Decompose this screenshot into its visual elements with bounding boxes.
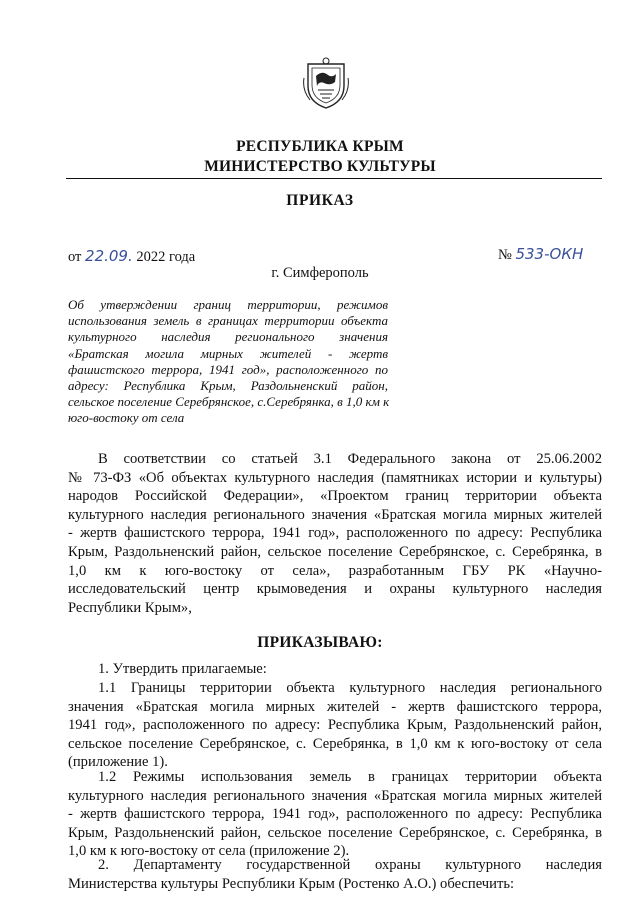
item-1-1-line: значения «Братская могила мирных жителей - жертв фашистского террора, [68, 698, 602, 715]
item-1-1-line: 1.1 Границы территории объекта культурного наследия регионального [98, 680, 602, 696]
subject-line: Об утверждении границ территории, режимов [68, 297, 388, 312]
coat-of-arms-emblem [302, 56, 350, 110]
item-1-2 [68, 768, 602, 861]
city: г. Симферополь [271, 265, 369, 281]
subject-line: юго-востоку от села [68, 410, 185, 426]
date-prefix: от [68, 249, 82, 265]
item-1-1-line: (приложение 1). [68, 754, 168, 771]
preamble-paragraph [68, 450, 602, 617]
item-1-1-line: сельское поселение Серебрянское, с. Серебрянка, в 1,0 км к юго-востоку от села [68, 735, 602, 752]
document-type-title: ПРИКАЗ [286, 192, 354, 209]
item-1-2-line: 1,0 км к юго-востоку от села (приложение 2). [68, 843, 350, 860]
subject-line: фашистского террора, 1941 год», расположенного по [68, 361, 388, 377]
handwritten-date: 22.09. [85, 247, 133, 265]
subject-line: культурного наследия регионального значения [68, 329, 388, 345]
item-1-2-line: - жертв фашистского террора, 1941 год», расположенного по адресу: Республика [68, 806, 602, 823]
item-1-1 [68, 679, 602, 772]
subject-line: сельское поселение Серебрянское, с.Серебрянка, в 1,0 км к [68, 394, 390, 410]
preamble-line: 1,0 км к юго-востоку от села», разработанным ГБУ РК «Научно- [68, 562, 602, 579]
handwritten-number: 533-ОКН [515, 245, 584, 263]
preamble-line: исследовательский центр крымоведения и охраны культурного наследия [68, 581, 602, 598]
preamble-line: культурного наследия регионального значения «Братская могила мирных жителей [68, 506, 602, 523]
number-prefix: № [498, 247, 512, 263]
preamble-line: В соответствии со статьей 3.1 Федерального закона от 25.06.2002 [98, 451, 602, 467]
item-1-2-line: 1.2 Режимы использования земель в границах территории объекта [98, 769, 602, 785]
preamble-line: Республики Крым», [68, 599, 192, 616]
preamble-line: Крым, Раздольненский район, сельское поселение Серебрянское, с. Серебрянка, в [68, 543, 602, 560]
subject-line: использования земель в границах территории объекта [68, 313, 388, 329]
order-word: ПРИКАЗЫВАЮ: [257, 634, 383, 651]
date-line [68, 247, 195, 266]
item-1 [68, 660, 602, 679]
ministry-title: МИНИСТЕРСТВО КУЛЬТУРЫ [204, 158, 436, 175]
republic-title: РЕСПУБЛИКА КРЫМ [236, 138, 404, 155]
subject-line: «Братская могила мирных жителей - жертв [68, 345, 388, 361]
preamble-line: № 73-ФЗ «Об объектах культурного наследия (памятниках истории и культуры) [68, 469, 602, 486]
item-2 [68, 856, 602, 893]
item-1-line: 1. Утвердить прилагаемые: [98, 661, 267, 677]
preamble-line: - жертв фашистского террора, 1941 год», расположенного по адресу: Республика [68, 525, 602, 542]
number-line [498, 245, 583, 264]
item-1-2-line: Крым, Раздольненский район, сельское поселение Серебрянское, с. Серебрянка, в [68, 824, 602, 841]
subject-line: адресу: Республика Крым, Раздольненский район, [68, 378, 388, 394]
subject-block [68, 297, 388, 427]
date-year: 2022 года [136, 249, 196, 265]
item-1-1-line: 1941 год», расположенного по адресу: Республика Крым, Раздольненский район, [68, 717, 602, 734]
item-1-2-line: культурного наследия регионального значения «Братская могила мирных жителей [68, 787, 602, 804]
preamble-line: народов Российской Федерации», «Проектом границ территории объекта [68, 488, 602, 505]
header-divider [66, 178, 602, 179]
item-2-line: 2. Департаменту государственной охраны культурного наследия [98, 857, 602, 873]
item-2-line: Министерства культуры Республики Крым (Ростенко А.О.) обеспечить: [68, 875, 515, 892]
